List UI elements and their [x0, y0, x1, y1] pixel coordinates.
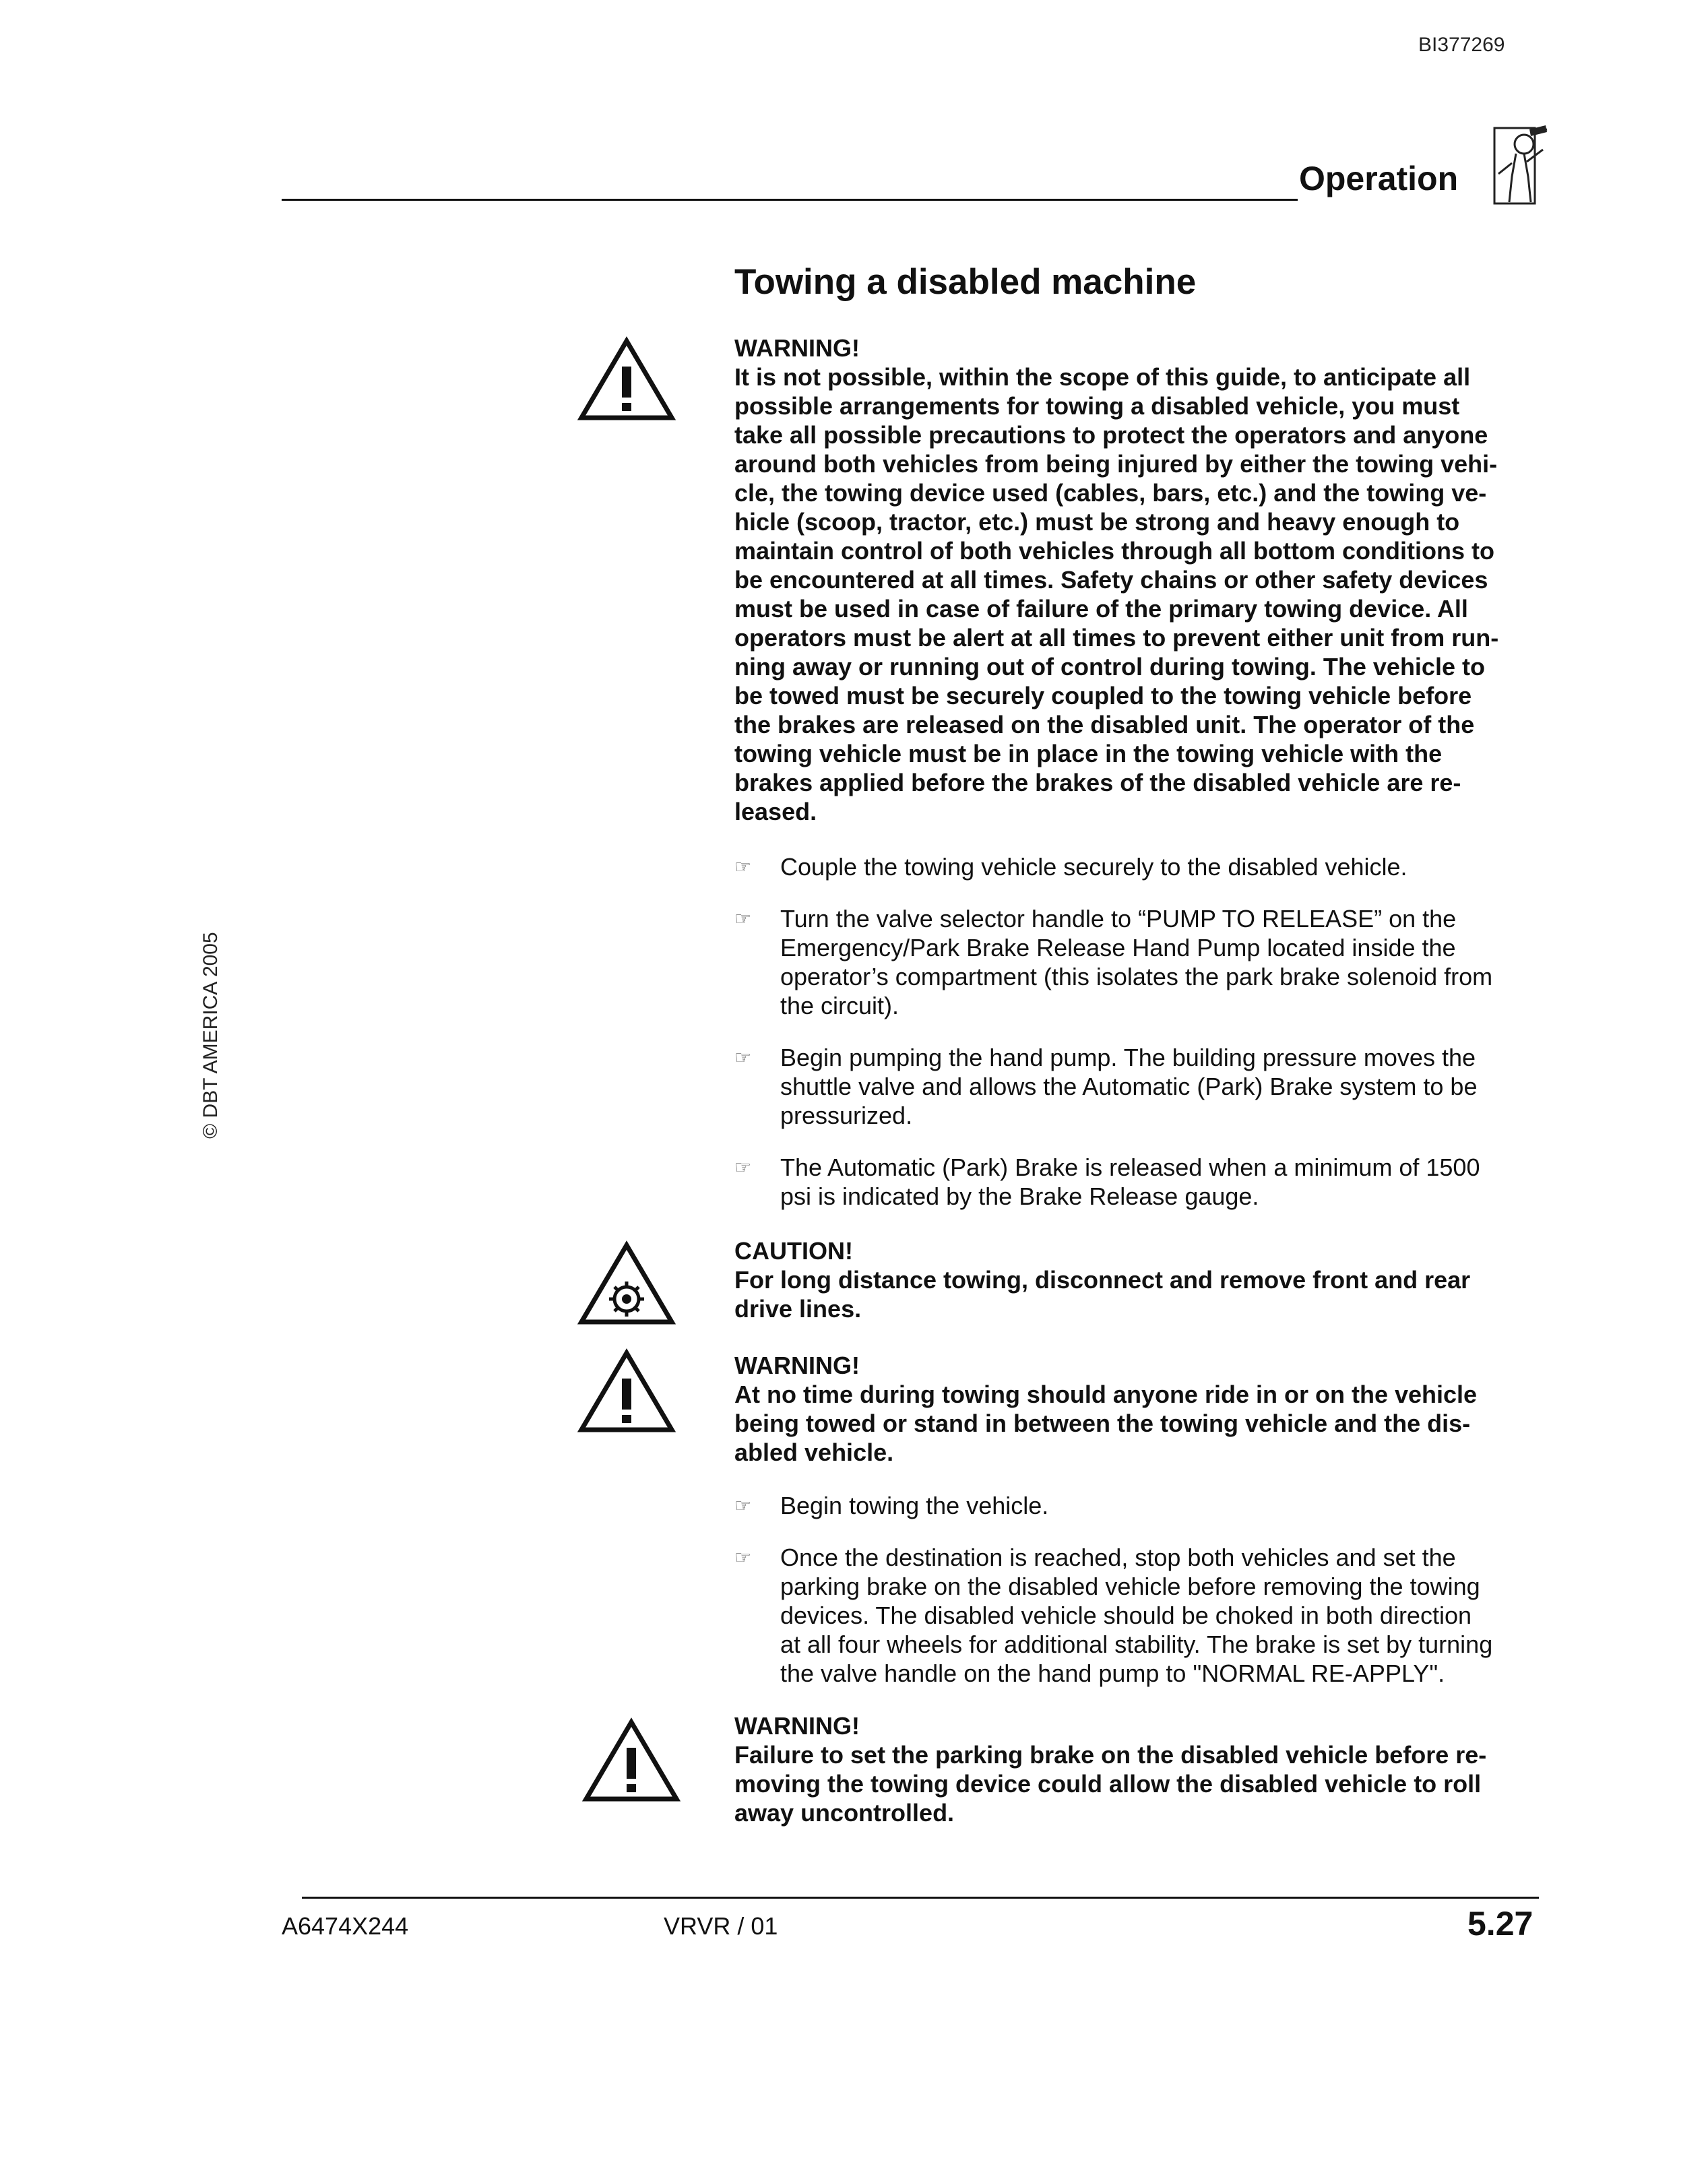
- warning-notice-3: [734, 1711, 1543, 1827]
- warning-heading: WARNING!: [734, 1712, 860, 1740]
- section-title: Operation: [1299, 160, 1459, 197]
- footer-rule: [302, 1897, 1539, 1899]
- warning-heading: WARNING!: [734, 1352, 860, 1379]
- warning-body: It is not possible, within the scope of this guide, to anticipate all possible arrangements for towing a disabled vehicle, you must take all possible precautions to protect the operators and anyone around both vehicles from being injured by either the towing vehi- cle, the towing device used (cables, bars, etc.) and the towing ve- hicle (scoop, tractor, etc.) must be strong and heavy enough to maintain control of both vehicles through all bottom conditions to be encountered at all times. Safety chains or other safety devices must be used in case of failure of the primary towing device. All operators must be alert at all times to prevent either unit from run- ning away or running out of control during towing. The vehicle to be towed must be securely coupled to the towing vehicle before the brakes are released on the disabled unit. The operator of the towing vehicle must be in place in the towing vehicle with the brakes applied before the brakes of the disabled vehicle are re- leased.: [734, 363, 1499, 825]
- list-item: [734, 1491, 1543, 1520]
- list-item: [734, 1153, 1543, 1211]
- document-id: BI377269: [1418, 34, 1505, 56]
- footer-document-number: A6474X244: [282, 1912, 409, 1940]
- warning-notice-2: [734, 1351, 1543, 1467]
- pointing-hand-icon: ☞: [734, 856, 752, 877]
- footer-revision: VRVR / 01: [664, 1912, 778, 1940]
- step-text: Couple the towing vehicle securely to the disabled vehicle.: [780, 853, 1407, 881]
- operator-figure-icon: [1489, 123, 1550, 209]
- header-rule: [282, 199, 1298, 201]
- pointing-hand-icon: ☞: [734, 1495, 752, 1516]
- list-item: [734, 1543, 1543, 1688]
- step-text: Once the destination is reached, stop both vehicles and set the parking brake on the disabled vehicle before removing the towing devices. The disabled vehicle should be choked in both direction at all four wheels for additional stability. The brake is set by turning the valve handle on the hand pump to "NORMAL RE-APPLY".: [780, 1544, 1493, 1687]
- warning-body: Failure to set the parking brake on the disabled vehicle before re- moving the towing device could allow the disabled vehicle to roll away uncontrolled.: [734, 1741, 1487, 1827]
- pointing-hand-icon: ☞: [734, 1547, 752, 1568]
- copyright-notice: © DBT AMERICA 2005: [199, 932, 222, 1139]
- warning-body: At no time during towing should anyone ride in or on the vehicle being towed or stand in between the towing vehicle and the dis- abled vehicle.: [734, 1381, 1478, 1466]
- list-item: [734, 904, 1543, 1020]
- warning-triangle-icon: [576, 1348, 677, 1435]
- instruction-steps-1: [734, 852, 1543, 1211]
- list-item: [734, 1043, 1543, 1130]
- page-number: 5.27: [1467, 1905, 1533, 1942]
- page-title: Towing a disabled machine: [734, 262, 1197, 302]
- step-text: Turn the valve selector handle to “PUMP TO RELEASE” on the Emergency/Park Brake Release Hand Pump located inside the operator’s compartment (this isolates the park brake solenoid from the circuit).: [780, 905, 1493, 1019]
- caution-notice: [734, 1236, 1543, 1323]
- caution-body: For long distance towing, disconnect and remove front and rear drive lines.: [734, 1266, 1471, 1323]
- warning-triangle-icon: [576, 336, 677, 423]
- pointing-hand-icon: ☞: [734, 1157, 752, 1178]
- caution-gear-icon: [576, 1240, 677, 1327]
- step-text: Begin pumping the hand pump. The building pressure moves the shuttle valve and allows the Automatic (Park) Brake system to be pressurized.: [780, 1044, 1478, 1129]
- warning-heading: WARNING!: [734, 334, 860, 362]
- warning-notice-1: [734, 334, 1543, 826]
- instruction-steps-2: [734, 1491, 1543, 1688]
- pointing-hand-icon: ☞: [734, 1047, 752, 1068]
- step-text: The Automatic (Park) Brake is released when a minimum of 1500 psi is indicated by the Brake Release gauge.: [780, 1153, 1480, 1210]
- step-text: Begin towing the vehicle.: [780, 1492, 1049, 1519]
- warning-triangle-icon: [581, 1717, 682, 1804]
- list-item: [734, 852, 1543, 881]
- pointing-hand-icon: ☞: [734, 908, 752, 929]
- caution-heading: CAUTION!: [734, 1237, 853, 1265]
